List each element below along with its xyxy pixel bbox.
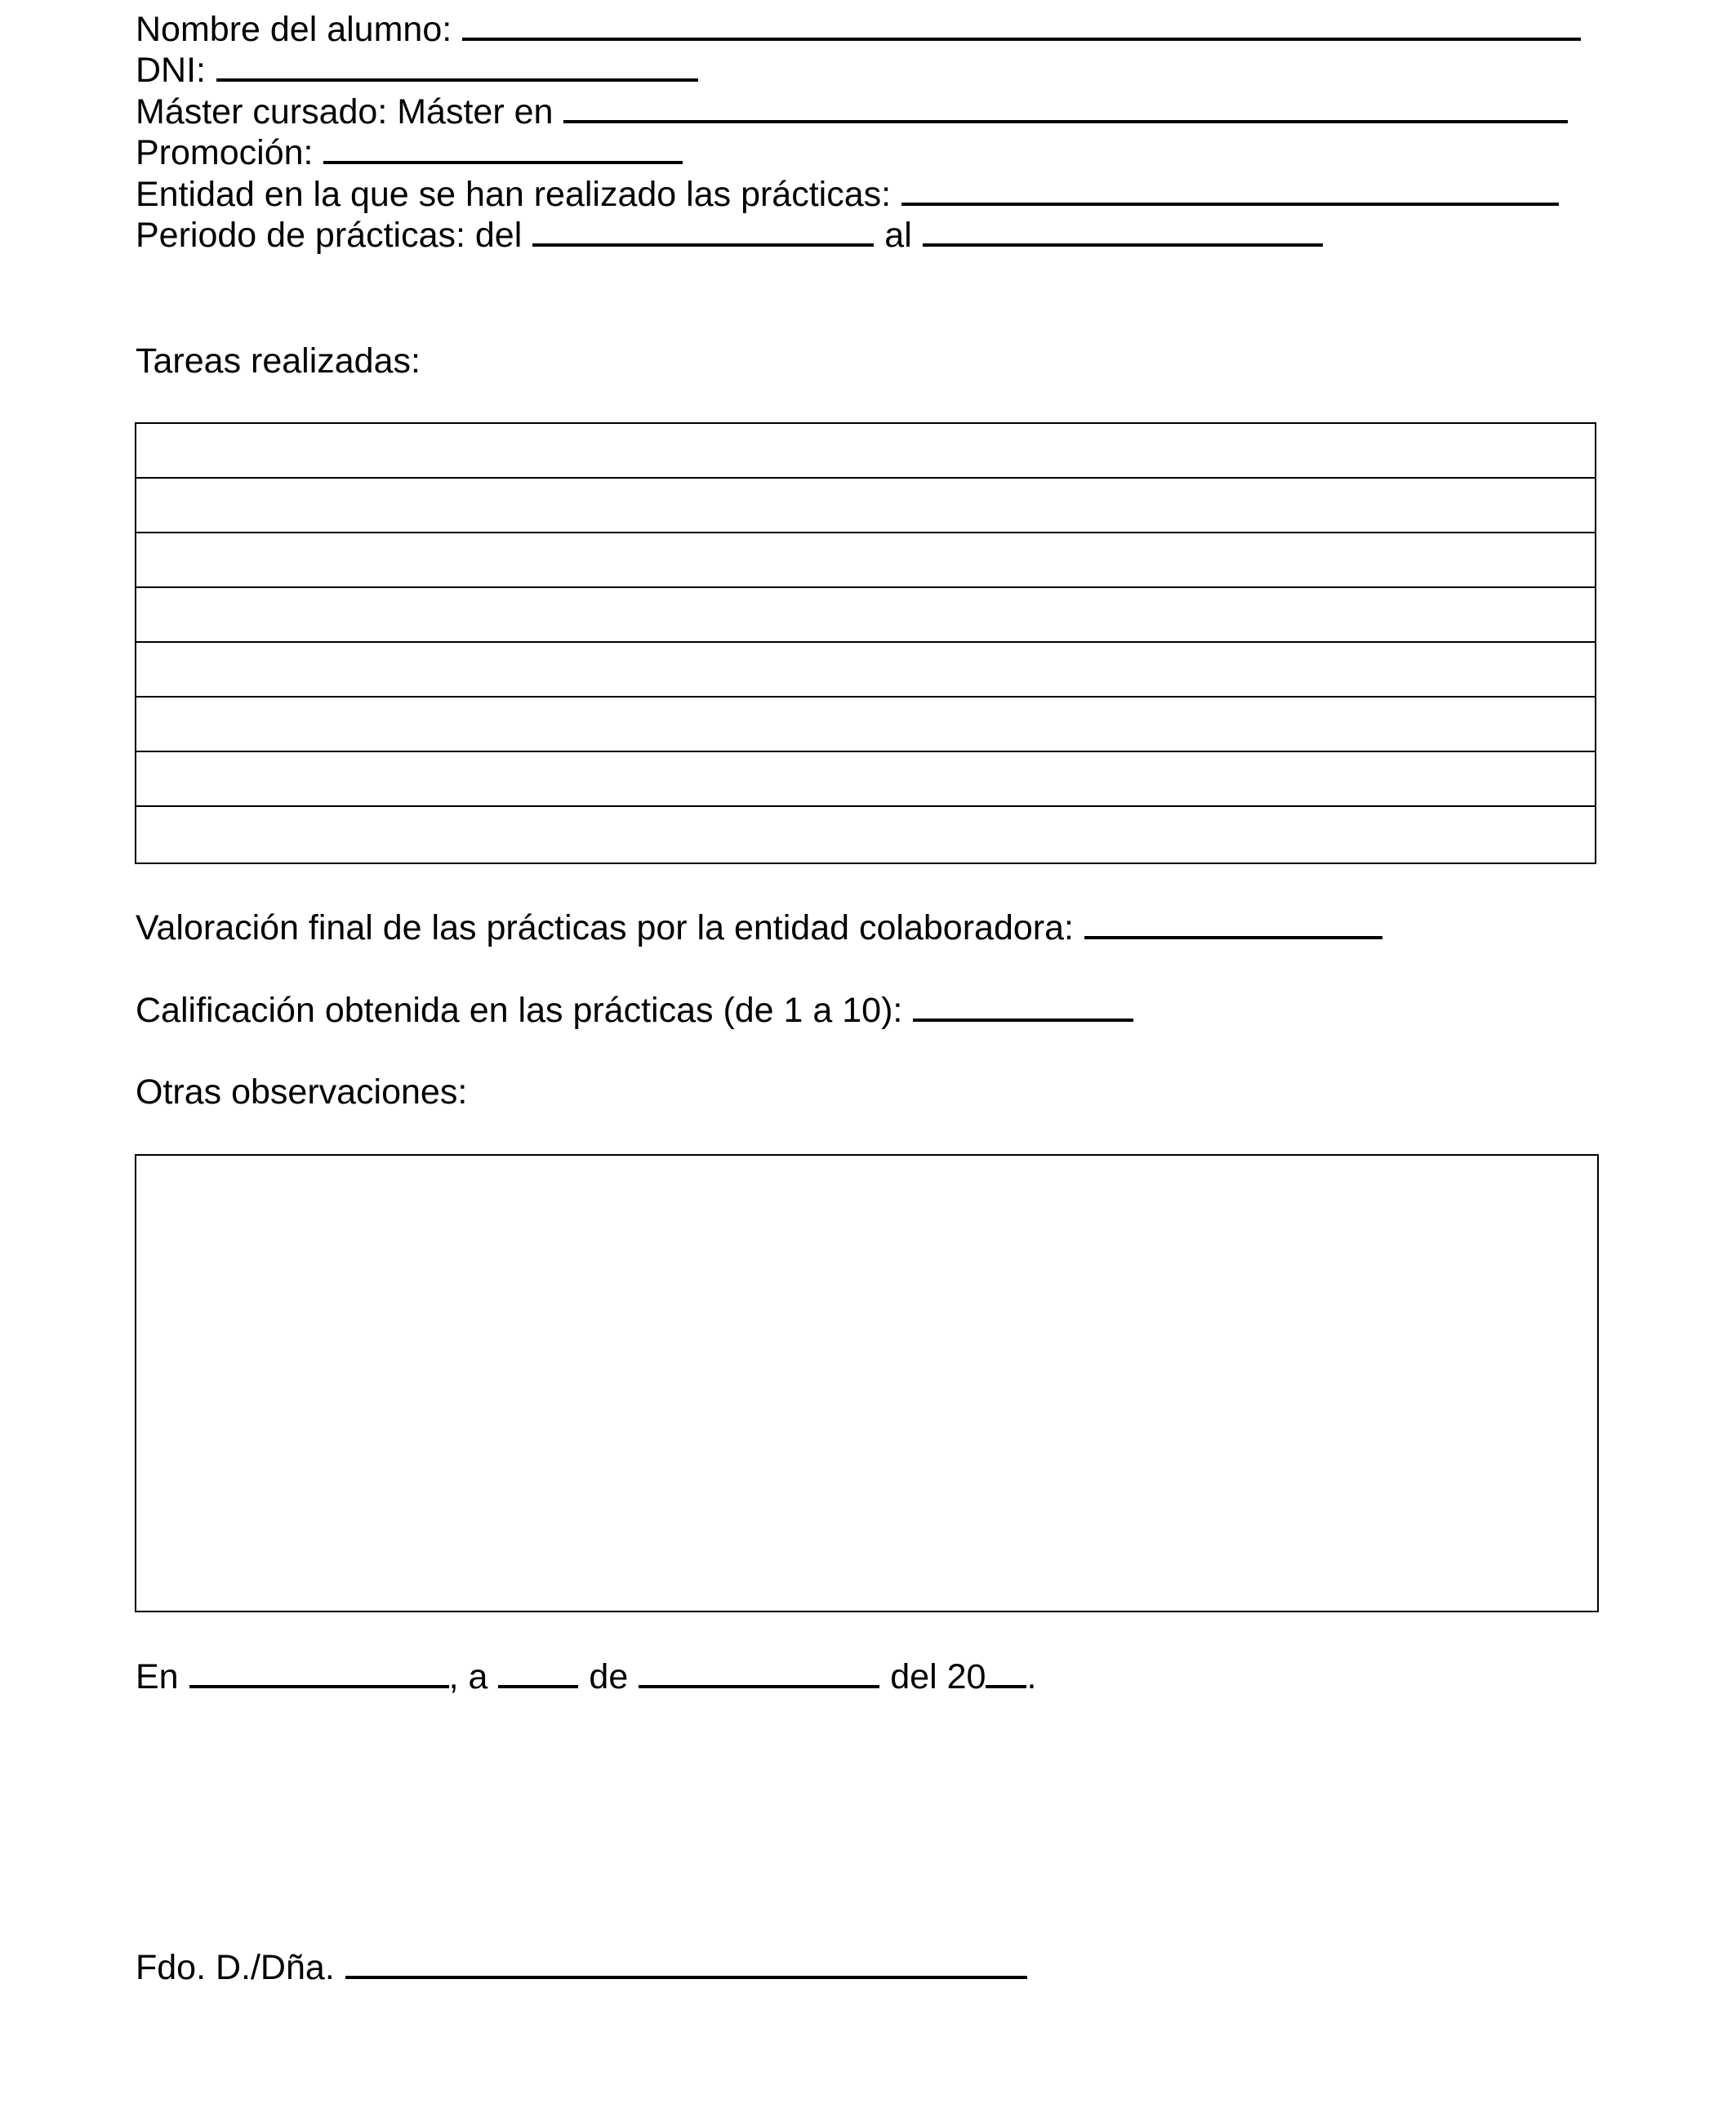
- periodo-label: Periodo de prácticas: del: [136, 216, 523, 255]
- calificacion-label: Calificación obtenida en las prácticas (de 1 a 10):: [136, 991, 903, 1030]
- tareas-row[interactable]: [136, 698, 1595, 752]
- periodo-al-label: al: [884, 216, 912, 255]
- observaciones-label: Otras observaciones:: [136, 1072, 468, 1112]
- fecha-row: [136, 1656, 1036, 1697]
- dia-field[interactable]: [498, 1656, 578, 1688]
- fecha-end: .: [1026, 1657, 1037, 1696]
- tareas-row[interactable]: [136, 807, 1595, 862]
- tareas-row[interactable]: [136, 643, 1595, 698]
- fecha-de-label: de: [589, 1657, 629, 1696]
- master-label: Máster cursado: Máster en: [136, 92, 554, 132]
- entidad-row: [136, 173, 1559, 215]
- valoracion-row: [136, 907, 1382, 948]
- promocion-field[interactable]: [323, 132, 683, 164]
- periodo-hasta-field[interactable]: [923, 214, 1323, 247]
- firma-field[interactable]: [345, 1946, 1027, 1979]
- tareas-row[interactable]: [136, 479, 1595, 533]
- valoracion-label: Valoración final de las prácticas por la entidad colaboradora:: [136, 908, 1074, 947]
- nombre-label: Nombre del alumno:: [136, 10, 452, 49]
- firma-label: Fdo. D./Dña.: [136, 1948, 335, 1987]
- tareas-row[interactable]: [136, 424, 1595, 479]
- periodo-desde-field[interactable]: [532, 214, 874, 247]
- periodo-row: [136, 214, 1323, 256]
- nombre-field[interactable]: [462, 8, 1581, 41]
- tareas-row[interactable]: [136, 588, 1595, 643]
- tareas-table: [135, 422, 1596, 864]
- calificacion-row: [136, 989, 1133, 1031]
- tareas-label: Tareas realizadas:: [136, 341, 421, 381]
- dni-label: DNI:: [136, 51, 206, 90]
- fecha-en-label: En: [136, 1657, 179, 1696]
- anio-field[interactable]: [986, 1656, 1026, 1688]
- fecha-del-label: del 20: [890, 1657, 986, 1696]
- mes-field[interactable]: [639, 1656, 879, 1688]
- observaciones-box[interactable]: [135, 1154, 1599, 1612]
- master-field[interactable]: [563, 91, 1568, 123]
- calificacion-field[interactable]: [913, 989, 1133, 1022]
- lugar-field[interactable]: [189, 1656, 449, 1688]
- dni-row: [136, 49, 698, 91]
- entidad-label: Entidad en la que se han realizado las prácticas:: [136, 175, 892, 214]
- promocion-label: Promoción:: [136, 133, 314, 172]
- fecha-a-label: , a: [448, 1657, 488, 1696]
- tareas-row[interactable]: [136, 533, 1595, 588]
- nombre-row: [136, 8, 1581, 50]
- promocion-row: [136, 132, 683, 173]
- dni-field[interactable]: [216, 49, 698, 82]
- valoracion-field[interactable]: [1084, 907, 1382, 939]
- tareas-row[interactable]: [136, 752, 1595, 807]
- entidad-field[interactable]: [901, 173, 1559, 206]
- master-row: [136, 91, 1568, 132]
- firma-row: [136, 1946, 1027, 1988]
